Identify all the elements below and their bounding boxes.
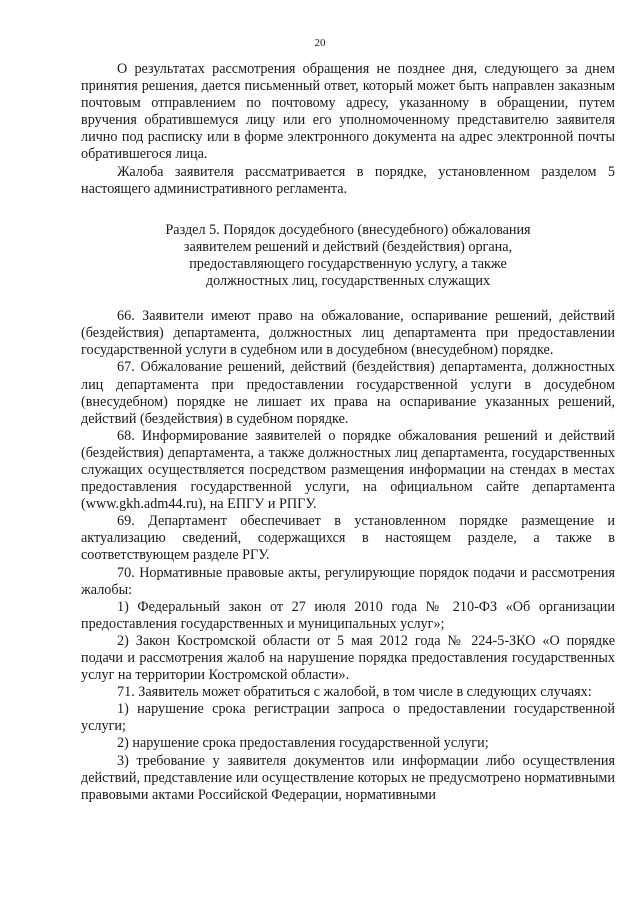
document-body [81, 61, 615, 804]
paragraph-71: 71. Заявитель может обратиться с жалобой, в том числе в следующих случаях: [117, 684, 592, 701]
paragraph-70-item-2: 2) Закон Костромской области от 5 мая 2012 года № 224-5-ЗКО «О порядке подачи и рассмотрения жалоб на нарушение порядка предоставления государственных услуг на территории Костромской области». [81, 632, 615, 684]
page-number: 20 [314, 37, 326, 49]
section-title-line: Раздел 5. Порядок досудебного (внесудебного) обжалования [165, 221, 531, 238]
paragraph-67: 67. Обжалование решений, действий (бездействия) департамента, должностных лиц департамента при предоставлении государственной услуги в досудебном (внесудебном) порядке не лишает их права на оспаривание указанных решений, действий (бездействия) в судебном порядке. [81, 359, 615, 427]
paragraph-review-result: О результатах рассмотрения обращения не позднее дня, следующего за днем принятия решения, дается письменный ответ, который может быть направлен заказным почтовым отправлением по почтовому адресу, указанному в обращении, путем вручения обратившемуся лицу или его уполномоченному представителю заявителя лично под расписку или в форме электронного документа на адрес электронной почты обратившегося лица. [81, 61, 615, 163]
paragraph-70-item-1: 1) Федеральный закон от 27 июля 2010 года № 210-ФЗ «Об организации предоставления государственных и муниципальных услуг»; [81, 598, 615, 632]
paragraph-complaint-review: Жалоба заявителя рассматривается в порядке, установленном разделом 5 настоящего административного регламента. [81, 163, 615, 197]
paragraph-71-item-2: 2) нарушение срока предоставления государственной услуги; [117, 735, 489, 752]
paragraph-68: 68. Информирование заявителей о порядке обжалования решений и действий (бездействия) департамента, а также должностных лиц департамента, государственных служащих осуществляется посредством размещения информации на стендах в местах предоставления государственной услуги, на официальном сайте департамента (www.gkh.adm44.ru), на ЕПГУ и РПГУ. [81, 427, 615, 513]
section-title-line: должностных лиц, государственных служащих [205, 273, 491, 290]
section-5-title [81, 222, 615, 290]
paragraph-70: 70. Нормативные правовые акты, регулирующие порядок подачи и рассмотрения жалобы: [81, 564, 615, 598]
paragraph-71-item-3: 3) требование у заявителя документов или информации либо осуществления действий, представление или осуществление которых не предусмотрено нормативными правовыми актами Российской Федерации, нормативными [81, 752, 615, 803]
paragraph-69: 69. Департамент обеспечивает в установленном порядке размещение и актуализацию сведений, содержащихся в настоящем разделе, а также в соответствующем разделе РГУ. [81, 513, 615, 564]
section-title-line: заявителем решений и действий (бездействия) органа, [183, 238, 513, 255]
paragraph-66: 66. Заявители имеют право на обжалование, оспаривание решений, действий (бездействия) департамента, должностных лиц департамента при предоставлении государственной услуги в судебном или в досудебном (внесудебном) порядке. [81, 308, 615, 359]
section-title-line: предоставляющего государственную услугу, а также [189, 255, 507, 272]
paragraph-71-item-1: 1) нарушение срока регистрации запроса о предоставлении государственной услуги; [81, 701, 615, 735]
